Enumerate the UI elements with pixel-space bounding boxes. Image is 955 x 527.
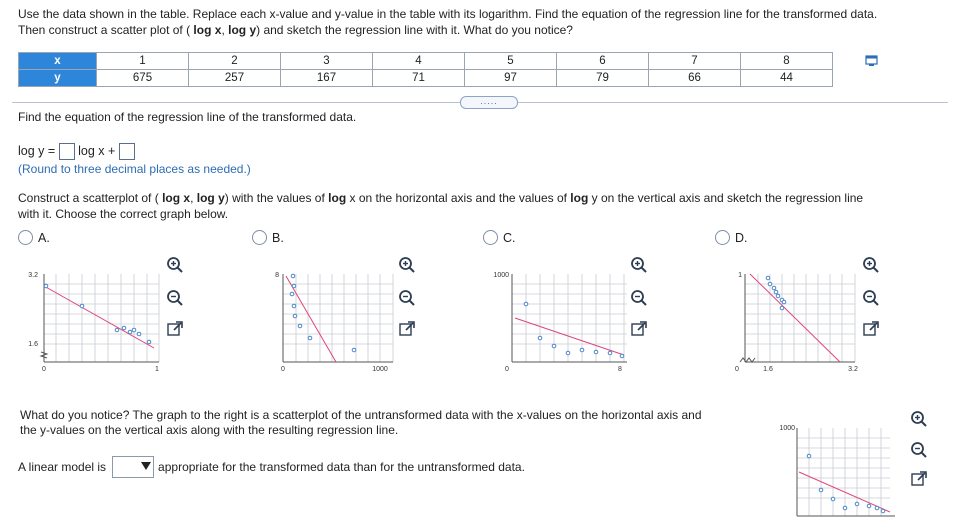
x-cell: 2 <box>189 53 281 70</box>
data-point <box>774 290 778 294</box>
data-point <box>538 336 542 340</box>
data-point <box>780 306 784 310</box>
y-tick-bottom: 1.6 <box>28 341 38 348</box>
grid <box>797 428 890 516</box>
x-cell: 7 <box>649 53 741 70</box>
radio-b[interactable] <box>252 230 267 245</box>
x-tick-right: 3.2 <box>848 366 858 373</box>
y-cell: 79 <box>557 70 649 87</box>
graph-b <box>258 262 398 382</box>
data-point <box>147 340 151 344</box>
option-c[interactable]: C. <box>483 230 516 245</box>
data-point <box>580 348 584 352</box>
popout-icon[interactable] <box>910 470 928 488</box>
popout-icon[interactable] <box>630 320 648 338</box>
data-point <box>292 284 296 288</box>
data-point <box>128 330 132 334</box>
y-tick-top: 3.2 <box>28 272 38 279</box>
zoom-in-icon[interactable] <box>166 256 184 274</box>
expand-more-button[interactable]: ..... <box>460 96 518 109</box>
y-header: y <box>19 70 97 87</box>
zoom-out-icon[interactable] <box>630 289 648 307</box>
x-tick-mid: 1.6 <box>763 366 773 373</box>
y-cell: 71 <box>373 70 465 87</box>
option-a[interactable]: A. <box>18 230 50 245</box>
axis-break <box>41 352 47 358</box>
data-point <box>831 497 835 501</box>
x-tick-right: 1000 <box>372 366 388 373</box>
data-point <box>80 304 84 308</box>
y-cell: 44 <box>741 70 833 87</box>
graph-untransformed <box>775 420 895 527</box>
zoom-out-icon[interactable] <box>166 289 184 307</box>
zoom-in-icon[interactable] <box>910 410 928 428</box>
zoom-in-icon[interactable] <box>862 256 880 274</box>
graph-d <box>720 262 860 382</box>
regression-line <box>750 274 840 362</box>
intro-line-2: Then construct a scatter plot of ( log x, log y) and sketch the regression line with it. What do you notice? <box>18 23 573 37</box>
equation-lhs: log y = <box>18 143 56 158</box>
regression-line <box>286 276 336 362</box>
y-tick-top: 1000 <box>779 425 795 432</box>
x-cell: 1 <box>97 53 189 70</box>
graph-a <box>24 262 164 382</box>
y-tick-top: 8 <box>275 272 279 279</box>
data-point <box>298 324 302 328</box>
radio-d[interactable] <box>715 230 730 245</box>
graph-a-tools <box>166 256 184 341</box>
data-point <box>608 351 612 355</box>
x-cell: 4 <box>373 53 465 70</box>
rounding-note: (Round to three decimal places as needed.) <box>18 162 251 176</box>
x-cell: 8 <box>741 53 833 70</box>
comparison-dropdown[interactable] <box>112 456 154 478</box>
data-point <box>855 502 859 506</box>
regression-line <box>515 318 624 355</box>
radio-c[interactable] <box>483 230 498 245</box>
data-point <box>137 332 141 336</box>
x-cell: 6 <box>557 53 649 70</box>
equation-mid: log x + <box>78 143 116 158</box>
copy-table-icon[interactable] <box>865 55 879 67</box>
data-point <box>782 300 786 304</box>
data-point <box>352 348 356 352</box>
graph-d-tools <box>862 256 880 341</box>
graph-c <box>487 262 627 382</box>
y-cell: 257 <box>189 70 281 87</box>
x-row <box>19 53 833 70</box>
y-row <box>19 70 833 87</box>
x-cell: 3 <box>281 53 373 70</box>
question-intro <box>18 6 948 38</box>
grid <box>512 274 627 362</box>
data-point <box>132 328 136 332</box>
data-point <box>566 351 570 355</box>
part1-prompt: Find the equation of the regression line of the transformed data. <box>18 110 357 124</box>
regression-line <box>44 286 154 348</box>
data-point <box>875 506 879 510</box>
x-cell: 5 <box>465 53 557 70</box>
data-point <box>293 314 297 318</box>
zoom-out-icon[interactable] <box>862 289 880 307</box>
x-tick-right: 1 <box>155 366 159 373</box>
intercept-input[interactable] <box>119 143 135 160</box>
graph-untransformed-tools <box>910 410 928 491</box>
intro-line-1: Use the data shown in the table. Replace each x-value and y-value in the table with its logarithm. Find the equation of the regression line for the transformed data. <box>18 7 878 21</box>
y-tick-top: 1000 <box>493 272 509 279</box>
data-point <box>881 509 885 513</box>
regression-equation <box>18 143 135 160</box>
data-table <box>18 52 833 87</box>
zoom-in-icon[interactable] <box>630 256 648 274</box>
data-point <box>843 506 847 510</box>
data-point <box>44 284 48 288</box>
zoom-in-icon[interactable] <box>398 256 416 274</box>
data-point <box>290 292 294 296</box>
x-header: x <box>19 53 97 70</box>
data-point <box>122 326 126 330</box>
x-tick-left: 0 <box>735 366 739 373</box>
notice-text-line-2: the y-values on the vertical axis along with the resulting regression line. <box>20 423 399 437</box>
notice-text: What do you notice? The graph to the right is a scatterplot of the untransformed data with the x-values on the horizontal axis and <box>20 408 702 422</box>
radio-a[interactable] <box>18 230 33 245</box>
grid <box>283 274 393 362</box>
data-point <box>308 336 312 340</box>
y-cell: 66 <box>649 70 741 87</box>
axis-break <box>740 358 755 362</box>
data-point <box>594 350 598 354</box>
x-tick-left: 0 <box>505 366 509 373</box>
data-point <box>524 302 528 306</box>
y-cell: 97 <box>465 70 557 87</box>
data-point <box>115 328 119 332</box>
data-point <box>292 304 296 308</box>
data-point <box>768 282 772 286</box>
data-point <box>819 488 823 492</box>
option-d[interactable]: D. <box>715 230 748 245</box>
data-point <box>867 504 871 508</box>
y-cell: 675 <box>97 70 189 87</box>
graph-c-tools <box>630 256 648 341</box>
data-point <box>291 274 295 278</box>
data-point <box>772 286 776 290</box>
popout-icon[interactable] <box>862 320 880 338</box>
popout-icon[interactable] <box>398 320 416 338</box>
zoom-out-icon[interactable] <box>910 441 928 459</box>
data-point <box>766 276 770 280</box>
x-tick-left: 0 <box>42 366 46 373</box>
option-b[interactable]: B. <box>252 230 284 245</box>
slope-input[interactable] <box>59 143 75 160</box>
data-point <box>620 354 624 358</box>
y-cell: 167 <box>281 70 373 87</box>
grid <box>745 274 855 362</box>
graph-b-tools <box>398 256 416 341</box>
y-tick-top: 1 <box>738 272 742 279</box>
part2-prompt: Construct a scatterplot of ( log x, log y) with the values of log x on the horizontal axis and the values of log y on the vertical axis and sketch the regression line with it. Choose the correct graph below. <box>18 191 864 221</box>
chevron-down-icon <box>141 462 151 470</box>
x-tick-right: 8 <box>618 366 622 373</box>
linear-model-statement: A linear model is appropriate for the transformed data than for the untransformed data. <box>18 456 525 478</box>
data-point <box>807 454 811 458</box>
zoom-out-icon[interactable] <box>398 289 416 307</box>
popout-icon[interactable] <box>166 320 184 338</box>
data-point <box>776 294 780 298</box>
x-tick-left: 0 <box>281 366 285 373</box>
data-point <box>552 344 556 348</box>
